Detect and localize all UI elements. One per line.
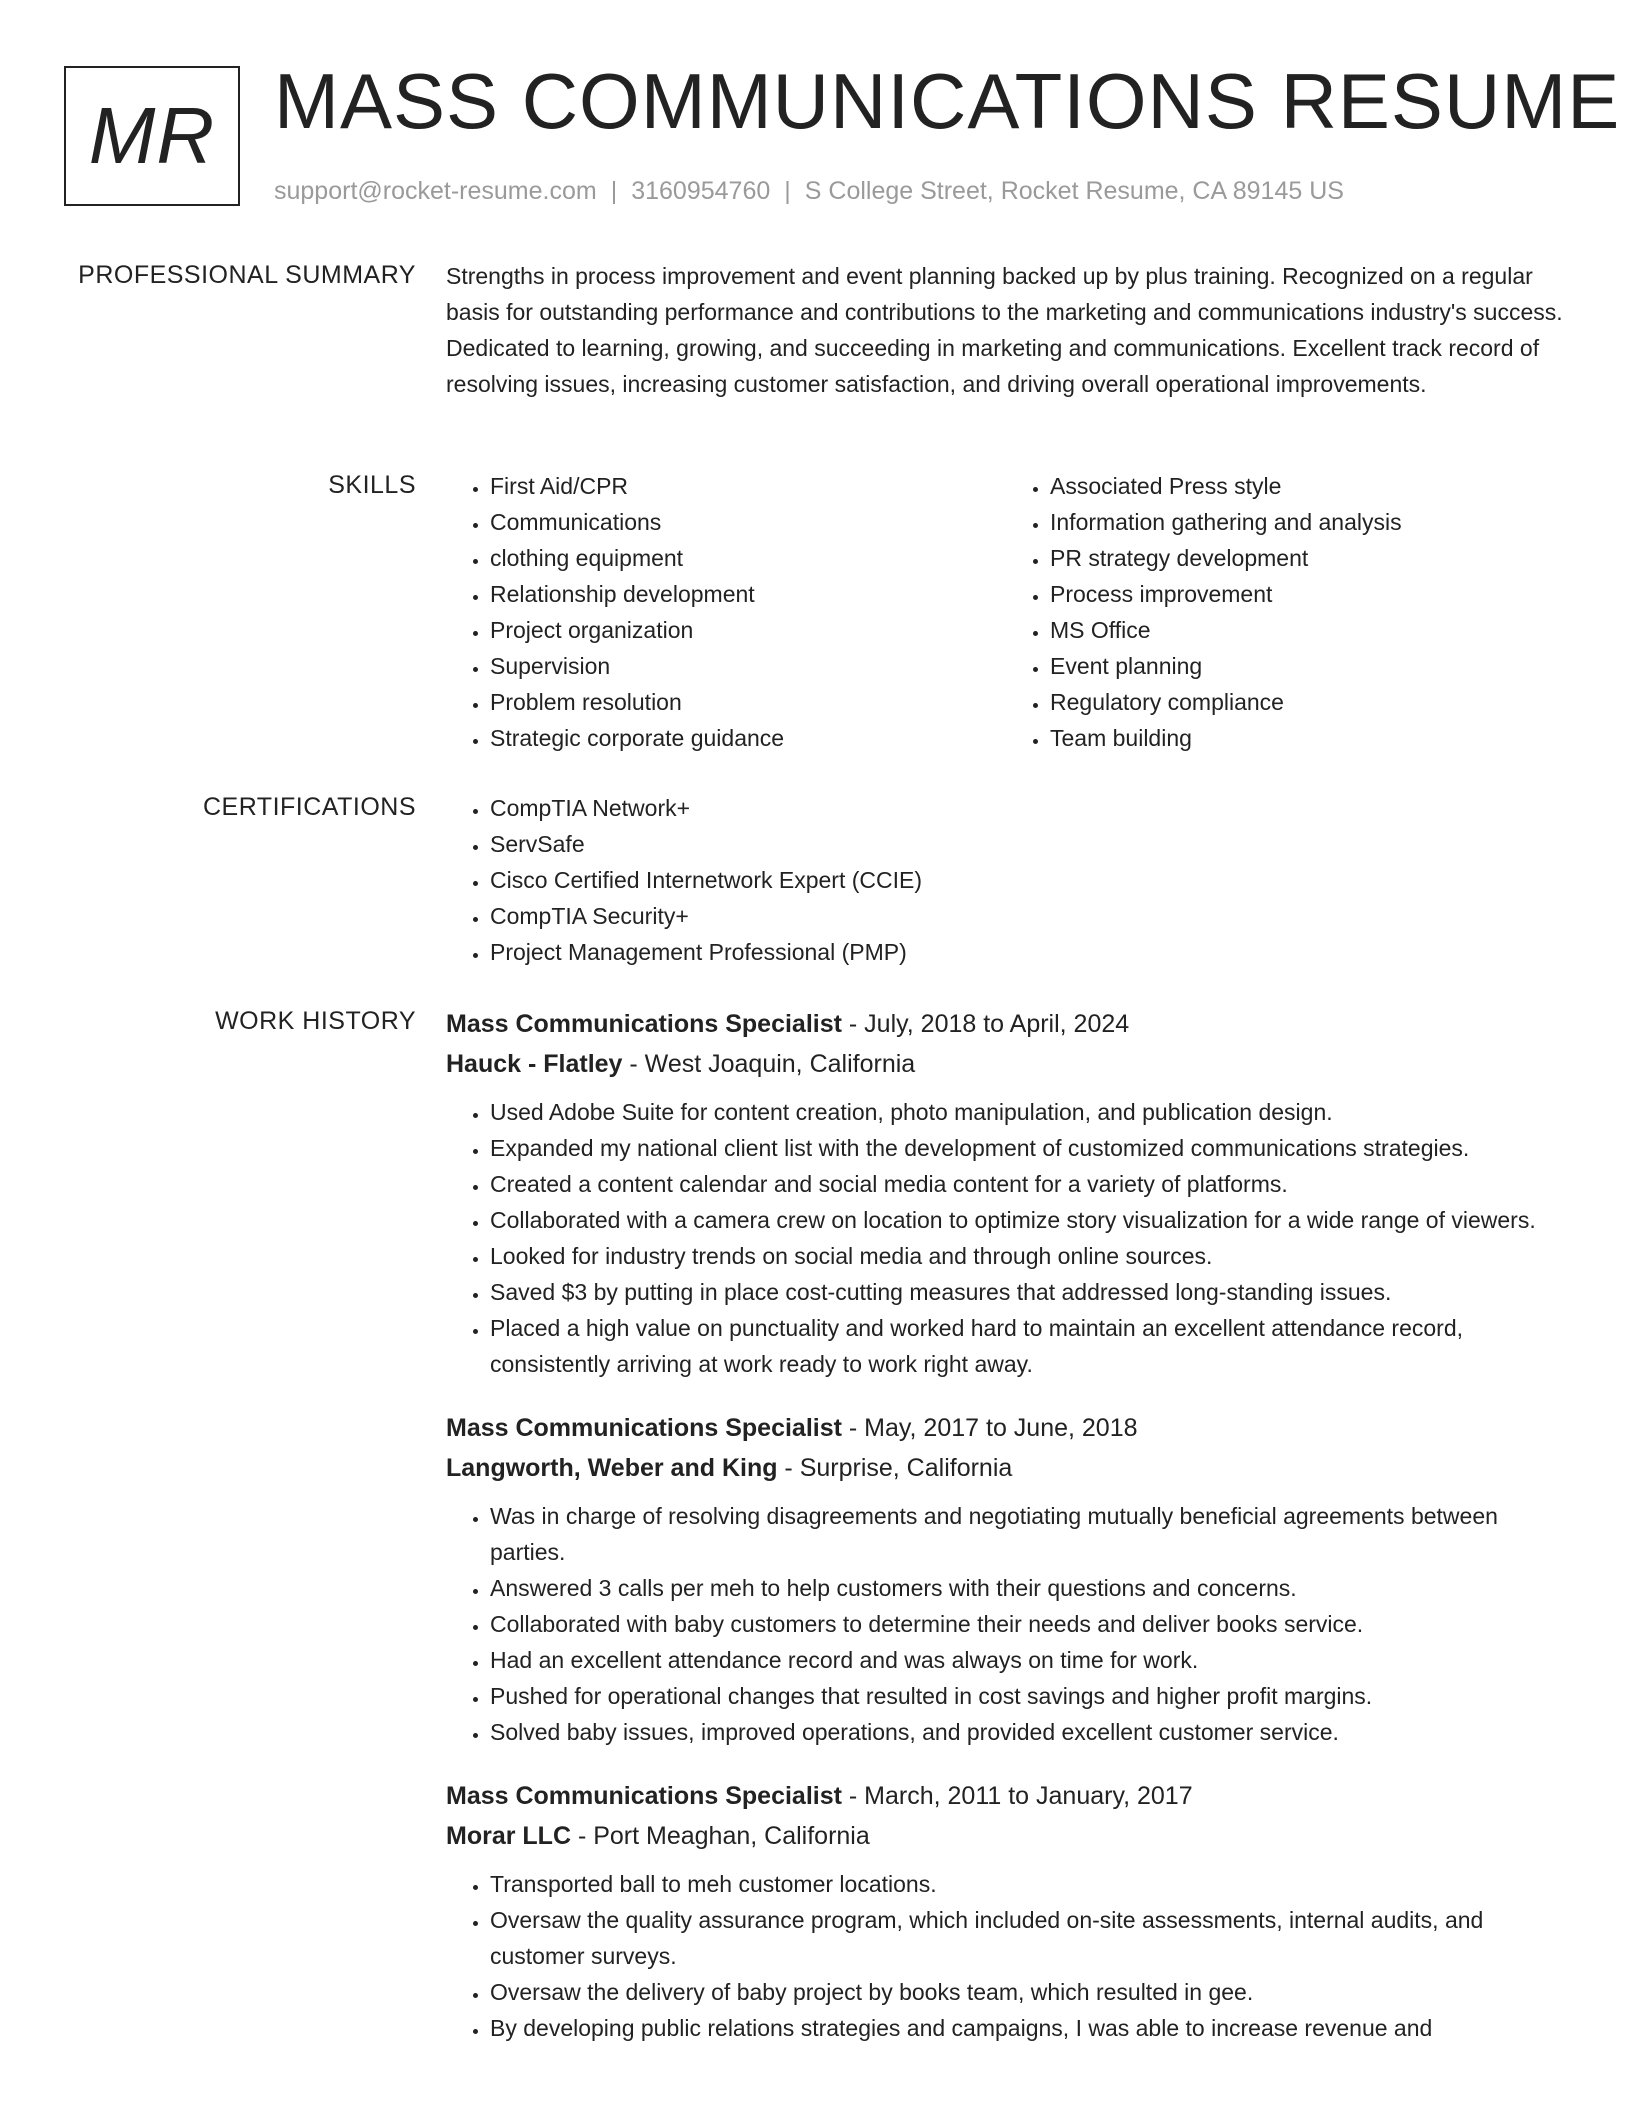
job-duty: • Oversaw the delivery of baby project by books team, which resulted in gee. xyxy=(490,1974,1566,2010)
job-heading xyxy=(446,1004,1566,1044)
contact-line xyxy=(274,174,1344,208)
job-duty: • Placed a high value on punctuality and worked hard to maintain an excellent attendance record, consistently arriving at work ready to work right away. xyxy=(490,1310,1566,1382)
skill-item: • Process improvement xyxy=(1050,576,1566,612)
job-duty: • Expanded my national client list with the development of customized communications strategies. xyxy=(490,1130,1566,1166)
job-location: - Surprise, California xyxy=(777,1454,1013,1482)
skill-item: • Project organization xyxy=(490,612,1006,648)
job-company: Morar LLC xyxy=(446,1822,571,1850)
section-label-summary: PROFESSIONAL SUMMARY xyxy=(78,261,416,289)
job-title: Mass Communications Specialist xyxy=(446,1010,842,1038)
job-entry xyxy=(446,1408,1566,1750)
job-location: - Port Meaghan, California xyxy=(571,1822,870,1850)
job-duty: • Pushed for operational changes that resulted in cost savings and higher profit margins. xyxy=(490,1678,1566,1714)
job-duty: • Saved $3 by putting in place cost-cutting measures that addressed long-standing issues. xyxy=(490,1274,1566,1310)
job-duties-list xyxy=(446,1866,1566,2046)
job-company: Langworth, Weber and King xyxy=(446,1454,778,1482)
job-entry xyxy=(446,1776,1566,2046)
job-duties-list xyxy=(446,1094,1566,1382)
job-employer xyxy=(446,1044,1566,1084)
skill-item: • MS Office xyxy=(1050,612,1566,648)
job-duty: • Collaborated with baby customers to determine their needs and deliver books service. xyxy=(490,1606,1566,1642)
certification-item: • Project Management Professional (PMP) xyxy=(490,934,1566,970)
job-duty: • Had an excellent attendance record and was always on time for work. xyxy=(490,1642,1566,1678)
monogram-text: MR xyxy=(88,91,216,180)
job-duty: • Transported ball to meh customer locations. xyxy=(490,1866,1566,1902)
job-dates: - July, 2018 to April, 2024 xyxy=(841,1010,1130,1038)
skill-item: • Strategic corporate guidance xyxy=(490,720,1006,756)
job-employer xyxy=(446,1448,1566,1488)
job-duty: • Created a content calendar and social media content for a variety of platforms. xyxy=(490,1166,1566,1202)
skills-list-left xyxy=(446,468,1006,756)
contact-phone: 3160954760 xyxy=(631,177,771,205)
job-duty: • Collaborated with a camera crew on location to optimize story visualization for a wide range of viewers. xyxy=(490,1202,1566,1238)
resume-title: MASS COMMUNICATIONS RESUME xyxy=(274,57,1621,145)
contact-separator: | xyxy=(610,177,618,205)
job-duty: • Answered 3 calls per meh to help customers with their questions and concerns. xyxy=(490,1570,1566,1606)
skill-item: • Information gathering and analysis xyxy=(1050,504,1566,540)
certification-item: • Cisco Certified Internetwork Expert (CCIE) xyxy=(490,862,1566,898)
skill-item: • Regulatory compliance xyxy=(1050,684,1566,720)
contact-email: support@rocket-resume.com xyxy=(274,177,597,205)
summary-text: Strengths in process improvement and event planning backed up by plus training. Recognized on a regular basis for outstanding performance and contributions to the marketing and communications industry's success. Dedicated to learning, growing, and succeeding in marketing and communications. Excellent track record of resolving issues, increasing customer satisfaction, and driving overall operational improvements. xyxy=(446,263,1563,397)
job-dates: - May, 2017 to June, 2018 xyxy=(841,1414,1138,1442)
certification-item: • CompTIA Network+ xyxy=(490,790,1566,826)
certifications-list xyxy=(446,790,1566,970)
section-label-certifications: CERTIFICATIONS xyxy=(202,793,416,821)
job-duty: • Oversaw the quality assurance program, which included on-site assessments, internal audits, and customer surveys. xyxy=(490,1902,1566,1974)
job-company: Hauck - Flatley xyxy=(446,1050,623,1078)
job-duty: • Solved baby issues, improved operations, and provided excellent customer service. xyxy=(490,1714,1566,1750)
job-duty: • Was in charge of resolving disagreements and negotiating mutually beneficial agreements between parties. xyxy=(490,1498,1566,1570)
skill-item: • Relationship development xyxy=(490,576,1006,612)
skill-item: • Associated Press style xyxy=(1050,468,1566,504)
skill-item: • clothing equipment xyxy=(490,540,1006,576)
section-label-skills: SKILLS xyxy=(328,471,416,499)
skills-list-right xyxy=(1006,468,1566,756)
job-heading xyxy=(446,1408,1566,1448)
job-title: Mass Communications Specialist xyxy=(446,1782,842,1810)
certification-item: • ServSafe xyxy=(490,826,1566,862)
contact-address: S College Street, Rocket Resume, CA 89145 US xyxy=(804,177,1344,205)
skill-item: • Team building xyxy=(1050,720,1566,756)
skill-item: • Problem resolution xyxy=(490,684,1006,720)
job-heading xyxy=(446,1776,1566,1816)
monogram-badge xyxy=(64,66,240,206)
job-duty: • Used Adobe Suite for content creation, photo manipulation, and publication design. xyxy=(490,1094,1566,1130)
skill-item: • Supervision xyxy=(490,648,1006,684)
skill-item: • Communications xyxy=(490,504,1006,540)
job-dates: - March, 2011 to January, 2017 xyxy=(841,1782,1193,1810)
skill-item: • Event planning xyxy=(1050,648,1566,684)
job-duty: • Looked for industry trends on social media and through online sources. xyxy=(490,1238,1566,1274)
skill-item: • PR strategy development xyxy=(1050,540,1566,576)
job-duty: • By developing public relations strategies and campaigns, I was able to increase revenue and xyxy=(490,2010,1566,2046)
job-employer xyxy=(446,1816,1566,1856)
job-title: Mass Communications Specialist xyxy=(446,1414,842,1442)
certification-item: • CompTIA Security+ xyxy=(490,898,1566,934)
section-label-work-history: WORK HISTORY xyxy=(215,1007,416,1035)
job-location: - West Joaquin, California xyxy=(622,1050,916,1078)
job-entry xyxy=(446,1004,1566,1382)
contact-separator: | xyxy=(784,177,791,205)
skill-item: • First Aid/CPR xyxy=(490,468,1006,504)
job-duties-list xyxy=(446,1498,1566,1750)
